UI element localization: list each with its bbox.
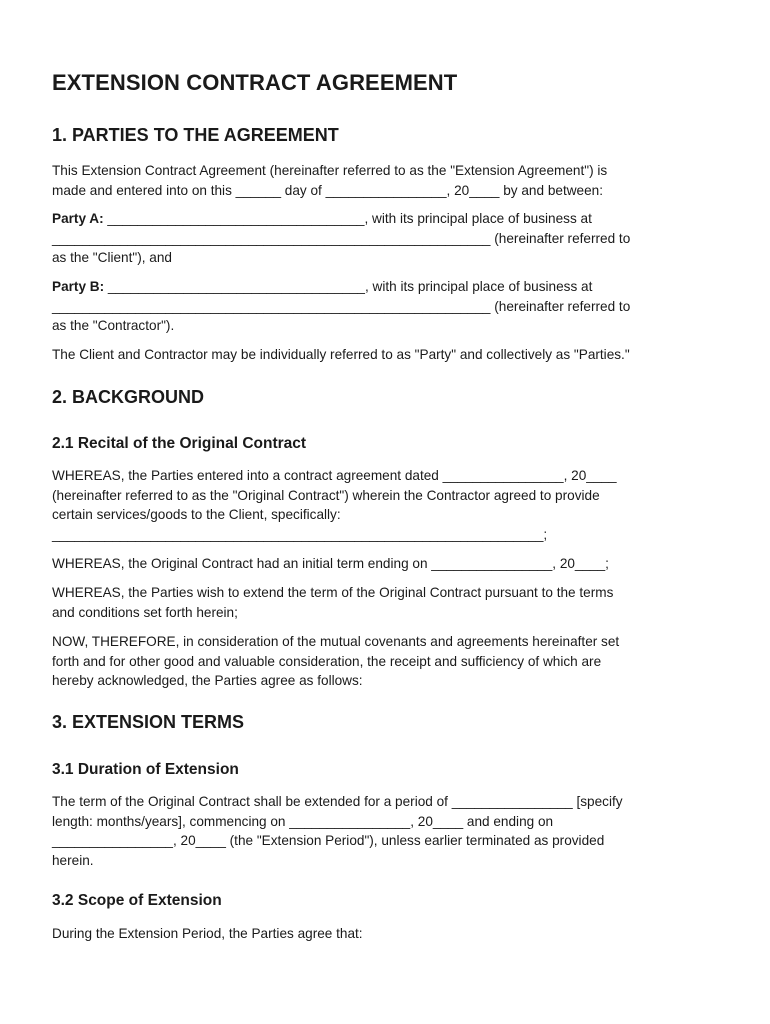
paragraph-line [52, 209, 722, 229]
subsection-3-2-heading: 3.2 Scope of Extension [52, 892, 222, 909]
paragraph-line: forth and for other good and valuable consideration, the receipt and sufficiency of which are [52, 653, 602, 669]
party-b-paragraph [52, 277, 722, 336]
paragraph-line: ________________, 20____ (the "Extension Period"), unless earlier terminated as provided [52, 833, 605, 848]
paragraph-line [52, 277, 722, 297]
paragraph-line: as the "Client"), and [52, 250, 172, 265]
paragraph-line: __________________________________________________________ (hereinafter referred to [52, 298, 631, 314]
party-b-label: Party B: [52, 279, 105, 294]
paragraph-line: made and entered into on this ______ day of ________________, 20____ by and between: [52, 182, 604, 198]
section-3-heading: 3. EXTENSION TERMS [52, 712, 245, 732]
subsection-2-1-heading: 2.1 Recital of the Original Contract [52, 435, 307, 452]
party-a-label: Party A: [52, 211, 104, 226]
agreement-intro-paragraph [52, 161, 722, 200]
party-a-text: __________________________________, with its principal place of business at [103, 211, 592, 226]
paragraph-line: The term of the Original Contract shall be extended for a period of ________________ [specify [52, 794, 623, 809]
paragraph-line: WHEREAS, the Parties wish to extend the term of the Original Contract pursuant to the terms [52, 585, 614, 600]
paragraph-line: as the "Contractor"). [52, 318, 175, 333]
paragraph-line: and conditions set forth herein; [52, 604, 238, 620]
paragraph-line: NOW, THEREFORE, in consideration of the mutual covenants and agreements hereinafter set [52, 634, 620, 649]
section-1-heading: 1. PARTIES TO THE AGREEMENT [52, 125, 339, 145]
duration-paragraph [52, 792, 722, 870]
paragraph-line: hereby acknowledged, the Parties agree as follows: [52, 673, 363, 688]
paragraph-line: certain services/goods to the Client, specifically: [52, 507, 341, 522]
recital-paragraph-1 [52, 466, 722, 544]
paragraph-line: WHEREAS, the Parties entered into a contract agreement dated ________________, 20____ [52, 468, 617, 483]
paragraph-line: _________________________________________________________________; [52, 526, 548, 542]
paragraph-line: The Client and Contractor may be individually referred to as "Party" and collectively as "Parties." [52, 347, 630, 362]
paragraph-line: __________________________________________________________ (hereinafter referred to [52, 230, 631, 246]
paragraph-line: This Extension Contract Agreement (hereinafter referred to as the "Extension Agreement") is [52, 163, 608, 178]
recital-paragraph-4 [52, 632, 722, 691]
party-b-text: __________________________________, with its principal place of business at [104, 279, 593, 294]
recital-paragraph-2 [52, 554, 722, 574]
paragraph-line: During the Extension Period, the Parties agree that: [52, 926, 363, 941]
paragraph-line: length: months/years], commencing on ________________, 20____ and ending on [52, 813, 554, 829]
recital-paragraph-3 [52, 583, 722, 622]
parties-definition-paragraph [52, 345, 722, 365]
document-title: EXTENSION CONTRACT AGREEMENT [52, 70, 458, 95]
section-2-heading: 2. BACKGROUND [52, 387, 205, 407]
paragraph-line: herein. [52, 852, 94, 868]
party-a-paragraph [52, 209, 722, 268]
paragraph-line: (hereinafter referred to as the "Original Contract") wherein the Contractor agreed to provide [52, 487, 600, 503]
scope-paragraph [52, 924, 722, 944]
subsection-3-1-heading: 3.1 Duration of Extension [52, 761, 239, 778]
paragraph-line: WHEREAS, the Original Contract had an initial term ending on ________________, 20____; [52, 556, 609, 571]
